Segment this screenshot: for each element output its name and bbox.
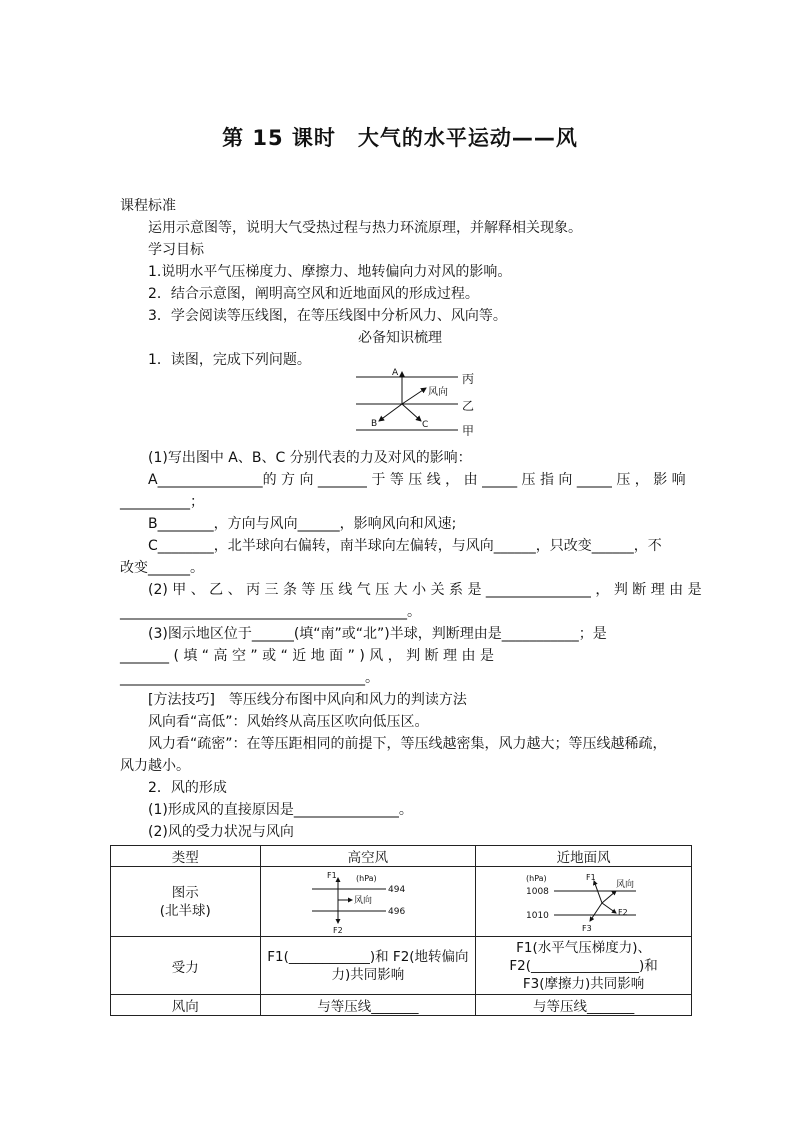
header-type: 类型	[111, 846, 261, 867]
label-yi: 乙	[462, 399, 475, 413]
high-altitude-diagram	[308, 869, 428, 935]
q1-line: _________________________________________。	[120, 604, 421, 620]
label-wind: 风向	[428, 387, 448, 398]
isobar-figure	[352, 364, 482, 436]
objective-item: 3．学会阅读等压线图，在等压线图中分析风力、风向等。	[148, 308, 507, 324]
q1-line: B________，方向与风向______，影响风向和风速;	[148, 516, 457, 532]
label-f1: F1	[326, 870, 337, 880]
force-label: 受力	[111, 937, 261, 995]
label-c: C	[422, 420, 429, 430]
low-force-line: F3(摩擦力)共同影响	[522, 975, 645, 992]
row-diagram-label	[111, 867, 261, 937]
q1-line: (2) 甲 、 乙 、 丙 三 条 等 压 线 气 压 大 小 关 系 是 _______________ ， 判 断 理 由 是	[148, 582, 702, 598]
q1-line: C________，北半球向右偏转，南半球向左偏转，与风向______，只改变______，不	[148, 538, 662, 554]
q1-line: A_______________的 方 向 _______ 于 等 压 线 ， 由 _____ 压 指 向 _____ 压 ， 影 响	[148, 472, 686, 488]
q1-line: 改变______。	[120, 560, 204, 576]
label-f1: F1	[585, 872, 596, 882]
label-496: 496	[387, 906, 406, 917]
method-heading: [方法技巧] 等压线分布图中风向和风力的判读方法	[148, 692, 467, 708]
q1-line: _______ ( 填 “ 高 空 ” 或 “ 近 地 面 ” ) 风 ， 判 断 理 由 是	[120, 648, 494, 664]
q1-line: ___________________________________。	[120, 670, 379, 686]
high-altitude-diagram-cell	[260, 867, 476, 937]
high-altitude-force-cell	[260, 937, 476, 995]
label-a: A	[392, 368, 399, 378]
wind-force-table	[110, 845, 692, 1016]
q1-line: (1)写出图中 A、B、C 分别代表的力及对风的影响：	[148, 450, 472, 466]
near-surface-force-cell	[476, 937, 692, 995]
near-surface-diagram-cell	[476, 867, 692, 937]
method-line: 风向看“高低”：风始终从高压区吹向低压区。	[148, 714, 429, 730]
label-unit: (hPa)	[355, 873, 377, 883]
q2-line: (2)风的受力状况与风向	[148, 824, 294, 840]
standard-text: 运用示意图等，说明大气受热过程与热力环流原理，并解释相关现象。	[148, 220, 582, 236]
header-near-surface: 近地面风	[476, 846, 692, 867]
objective-item: 1.说明水平气压梯度力、摩擦力、地转偏向力对风的影响。	[148, 264, 512, 280]
label-wind: 风向	[615, 879, 634, 890]
label-f2: F2	[332, 925, 343, 935]
q1-line: __________；	[120, 494, 204, 510]
q2-heading: 2．风的形成	[148, 780, 227, 796]
arrow-f1	[594, 881, 602, 903]
section-title: 必备知识梳理	[358, 330, 442, 346]
force-arrow-c	[402, 404, 421, 421]
q2-line: (1)形成风的直接原因是_______________。	[148, 802, 413, 818]
standard-heading: 课程标准	[120, 198, 176, 214]
wind-direction-label: 风向	[111, 995, 261, 1016]
force-arrow-b	[379, 404, 402, 421]
low-wind-direction: 与等压线_______	[476, 995, 692, 1016]
label-b: B	[371, 419, 378, 429]
arrow-wind	[602, 891, 616, 903]
label-f2: F2	[617, 907, 628, 917]
label-1010: 1010	[525, 910, 549, 921]
method-line: 风力越小。	[120, 758, 190, 774]
low-force-line: F1(水平气压梯度力)、	[516, 939, 652, 956]
page-title: 第 15 课时 大气的水平运动——风	[222, 126, 578, 150]
q1-line: (3)图示地区位于______(填“南”或“北”)半球，判断理由是___________；是	[148, 626, 607, 642]
label-jia: 甲	[462, 424, 475, 436]
label-bing: 丙	[462, 372, 475, 386]
low-force-line: F2(________________)和	[509, 957, 658, 974]
label-494: 494	[387, 884, 406, 895]
q1-intro: 1．读图，完成下列问题。	[148, 352, 311, 368]
high-wind-direction: 与等压线_______	[260, 995, 476, 1016]
objectives-heading: 学习目标	[148, 242, 204, 258]
objective-item: 2．结合示意图，阐明高空风和近地面风的形成过程。	[148, 286, 479, 302]
label-1008: 1008	[525, 886, 549, 897]
high-force-line: 力)共同影响	[331, 966, 405, 983]
near-surface-diagram	[524, 869, 644, 935]
high-force-line: F1(____________)和 F2(地转偏向	[267, 948, 469, 965]
wind-arrow	[402, 388, 426, 404]
label-wind: 风向	[353, 895, 372, 906]
method-line: 风力看“疏密”：在等压距相同的前提下，等压线越密集，风力越大；等压线越稀疏，	[148, 736, 667, 752]
diagram-sublabel: (北半球)	[159, 902, 211, 919]
label-unit: (hPa)	[525, 873, 547, 883]
arrow-f2	[602, 903, 616, 913]
label-f3: F3	[581, 923, 592, 933]
diagram-label: 图示	[171, 884, 199, 901]
arrow-f3	[590, 903, 602, 921]
header-high-altitude: 高空风	[260, 846, 476, 867]
